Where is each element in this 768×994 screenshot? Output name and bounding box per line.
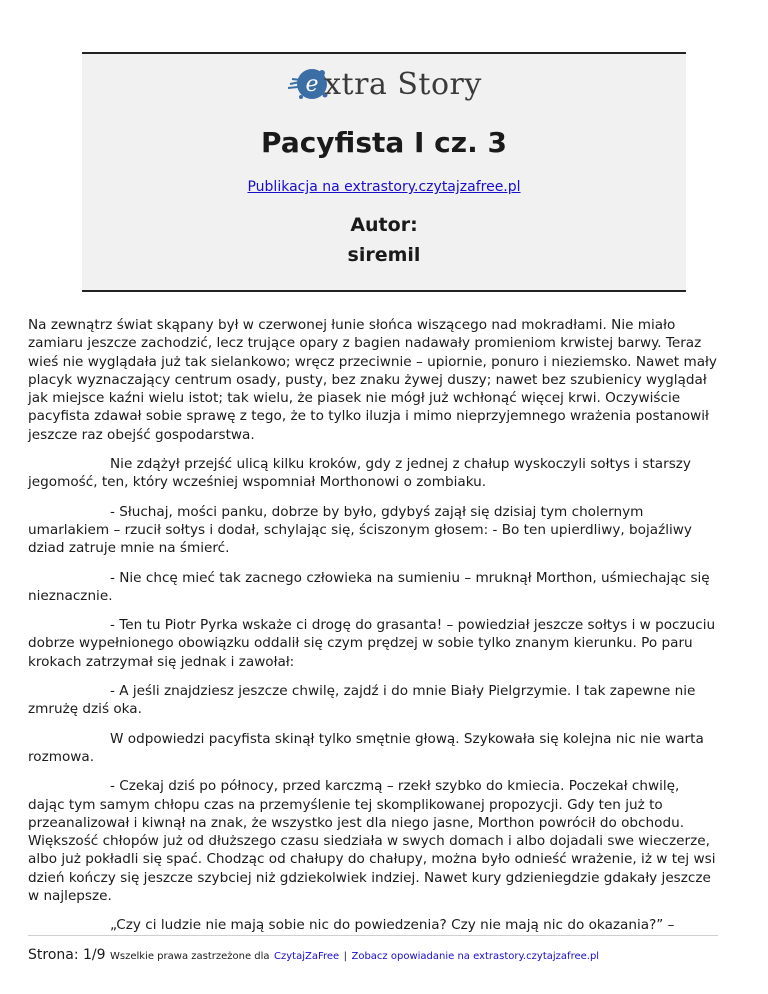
story-paragraph: - A jeśli znajdziesz jeszcze chwilę, zajdź i do mnie Biały Pielgrzymie. I tak zapewne nie zmrużę dziś oka. xyxy=(28,683,696,718)
story-paragraph: Nie zdążył przejść ulicą kilku kroków, gdy z jednej z chałup wyskoczyli sołtys i starszy jegomość, ten, który wcześniej wspomniał Morthonowi o zombiaku. xyxy=(28,456,691,491)
publication-link[interactable]: Publikacja na extrastory.czytajzafree.pl xyxy=(247,179,521,195)
story-title: Pacyfista I cz. 3 xyxy=(261,126,507,159)
document-header xyxy=(82,52,686,292)
story-paragraph: Na zewnątrz świat skąpany był w czerwonej łunie słońca wiszącego nad mokradłami. Nie miało zamiaru jeszcze zachodzić, lecz trujące opary z bagien nadawały promieniom krwistej barwy. Teraz wieś nie wyglądała już tak sielankowo; wręcz przeciwnie – upiornie, ponuro i nieziemsko. Nawet mały placyk wyznaczający centrum osady, pusty, bez znaku żywej duszy; nawet bez szubienicy wyglądał jak miejsce kaźni wielu istot; tak wielu, że piasek nie mógł już wchłonąć więcej krwi. Oczywiście pacyfista zdawał sobie sprawę z tego, że to tylko iluzja i mimo nieprzyjemnego wrażenia postanowił jeszcze raz obejść gospodarstwa. xyxy=(28,317,717,443)
author-label: Autor: xyxy=(350,214,418,236)
story-paragraph: - Nie chcę mieć tak zacnego człowieka na sumieniu – mruknął Morthon, uśmiechając się nieznacznie. xyxy=(28,569,710,604)
story-paragraph: „Czy ci ludzie nie mają sobie nic do powiedzenia? Czy nie mają nic do okazania?” – xyxy=(110,917,675,934)
page-number: Strona: 1/9 xyxy=(28,947,106,963)
story-link[interactable]: Zobacz opowiadanie na extrastory.czytajzafree.pl xyxy=(351,951,600,962)
czytajzafree-link[interactable]: CzytajZaFree xyxy=(274,951,340,962)
story-paragraph: - Ten tu Piotr Pyrka wskaże ci drogę do grasanta! – powiedział jeszcze sołtys i w poczuciu dobrze wypełnionego obowiązku oddalił się czym prędzej w sobie tylko znanym kierunku. Po paru krokach zatrzymał się jednak i zawołał: xyxy=(28,617,716,670)
author-name: siremil xyxy=(347,244,421,266)
story-paragraph: - Słuchaj, mości panku, dobrze by było, gdybyś zajął się dzisiaj tym cholernym umarlakiem – rzucił sołtys i dodał, schylając się, ściszonym głosem: - Bo ten upierdliwy, bojaźliwy dziad zatruje mnie na śmierć. xyxy=(28,503,692,557)
extra-story-logo[interactable] xyxy=(82,62,686,106)
story-paragraph: - Czekaj dziś po północy, przed karczmą – rzekł szybko do kmiecia. Poczekał chwilę, dając tym samym chłopu czas na przemyślenie tej skomplikowanej propozycji. Gdy ten już to przeanalizował i kiwnął na znak, że wszystko jest dla niego jasne, Morthon powrócił do obchodu. Większość chłopów już od dłuższego czasu siedziała w swych domach i albo dojadali swe wieczerze, albo już pokładli się spać. Chodząc od chałupy do chałupy, można było odnieść wrażenie, iż w tej wsi dzień kończy się jeszcze szybciej niż gdziekolwiek indziej. Nawet kury gdzieniegdzie gdakały jeszcze w najlepsze. xyxy=(28,778,716,905)
footer-divider xyxy=(28,935,718,936)
svg-text:e: e xyxy=(305,72,319,97)
rights-text: Wszelkie prawa zastrzeżone dla xyxy=(110,951,270,962)
footer-separator: | xyxy=(343,951,348,962)
logo-text: xtra Story xyxy=(324,66,482,102)
story-paragraph: W odpowiedzi pacyfista skinął tylko smętnie głową. Szykowała się kolejna nic nie warta rozmowa. xyxy=(28,730,704,765)
story-body xyxy=(28,316,718,946)
page-footer xyxy=(28,947,599,963)
